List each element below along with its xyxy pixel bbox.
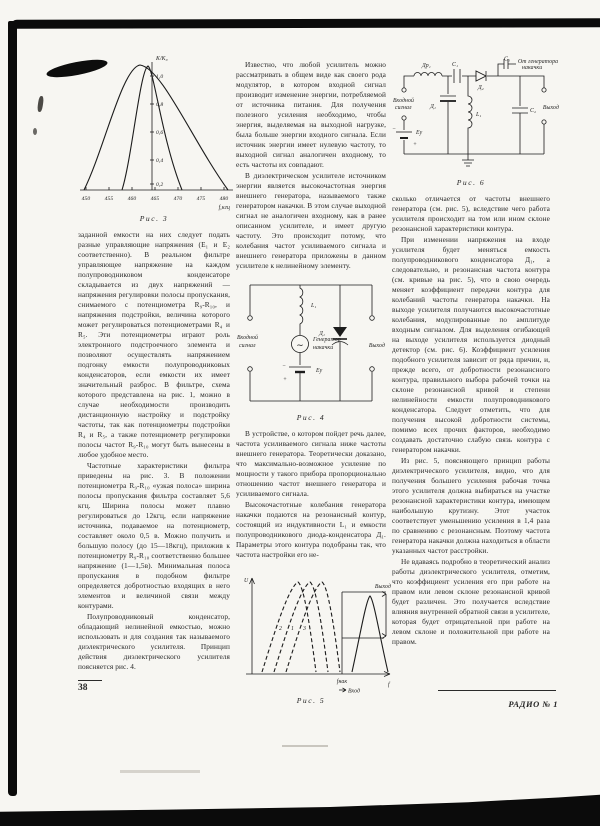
fig4-output-label: Выход	[368, 343, 385, 349]
fig3-ylabel: K/K₀	[156, 56, 168, 62]
fig4-plus: +	[283, 377, 288, 383]
scan-speck	[33, 128, 37, 135]
fig5-xlabel: f	[388, 682, 390, 688]
paragraph: Известно, что любой усилитель можно рассматривать в общем виде как своего рода модулятор, в котором входной сигнал производит изменение энергии, потребляемой от источника питания. Для получения полезного усиления необходимо, чтобы энергия, выделяемая на выходной нагрузке, была больше энергии входного сигнала. Если источник энергии имеет нулевую частоту, то выходной сигнал аналогичен входному, то есть частоты их совпадают.	[236, 60, 386, 169]
fig3-xlabel: f,кгц	[218, 205, 230, 211]
fig3-xtick: 460	[127, 196, 137, 202]
fig6-detector-diode	[476, 71, 486, 81]
fig3-axes	[80, 62, 233, 190]
fig6-plus: +	[413, 142, 418, 148]
fig5-chart	[236, 566, 396, 694]
paragraph: Полупроводниковый конденсатор, обладающий нелинейной емкостью, можно использовать и для создания так называемого диэлектрического усилителя. Принцип действия диэлектрического усилителя поясняется рис. 4.	[78, 612, 230, 671]
fig6-c1-capacitor	[454, 69, 460, 83]
fig6-choke	[414, 73, 442, 77]
fig4-caption: Рис. 4	[296, 413, 326, 422]
fig6-varicap	[440, 76, 456, 154]
fig6-battery-label: Еу	[416, 130, 423, 136]
paragraph: В устройстве, о котором пойдет речь далее, частота усиливаемого сигнала ниже частоты внешнего генератора. Теоретически доказано, что максимально-возможное усиление по мощности у такого прибора пропорционально отношению частот внешнего генератора и усиливаемого сигнала.	[236, 429, 386, 498]
fig5-input-arrow	[339, 688, 346, 692]
fig5-curve-label-3: 3	[303, 626, 306, 632]
fig5-curve-label-2: 2	[279, 626, 282, 632]
figure-3-frequency-response-chart	[78, 50, 230, 224]
fig3-ytick: 0,6	[156, 130, 164, 136]
fig6-caption: Рис. 6	[456, 178, 486, 187]
scan-border-left	[8, 21, 17, 796]
fig6-dr1-label: Др₁	[422, 63, 431, 69]
fig4-battery	[289, 353, 311, 402]
fig5-fnak-label: fнак	[336, 679, 348, 685]
fig6-minus: −	[392, 126, 397, 132]
fig6-wires	[404, 76, 544, 154]
fig4-d1-label: Д₁	[319, 331, 325, 337]
fig3-xtick: 480	[219, 196, 229, 202]
fig6-output-label: Выход	[542, 105, 559, 111]
fig3-caption: Рис. 3	[139, 214, 169, 223]
fig4-gen-label: накачки	[313, 345, 334, 351]
fig3-ytick: 0,4	[156, 158, 164, 164]
paragraph: В диэлектрическом усилителе источником энергии является высокочастотная энергия внешнего генератора, называемого также генератором накачки. В этом случае выходной сигнал не аналогичен входному, как в ранее описанном усилителе, и имеет другую частоту. Это происходит потому, что колебания частот усиливаемого сигнала и внешнего генератора приложены в данном усилителе к нелинейному элементу.	[236, 171, 386, 270]
page-number-text: 38	[78, 683, 88, 693]
fig6-input-terminals	[402, 88, 406, 120]
fig6-pump-label: От генератора	[518, 59, 559, 65]
fig3-xtick: 465	[150, 196, 160, 202]
scan-border-top	[10, 18, 600, 29]
page-number	[78, 680, 102, 693]
fig6-c2-label: C₂	[530, 108, 537, 114]
column-left	[78, 50, 230, 673]
page-number-rule	[78, 680, 102, 681]
scan-smudge	[120, 770, 200, 773]
paragraph: При изменении напряжения на входе усилителя будет меняться емкость полупроводникового конденсатора Д₁, а следовательно, и резонансная частота контура (см. кривые на рис. 5), что в свою очередь меняет коэффициент передачи контура для колебаний частоты генератора накачки. На выходе усилителя получаются высокочастотные колебания, модулированные по амплитуде входным сигналом. Для выделения огибающей на выходе усилителя используется диодный детектор (см. рис. 6). Коэффициент усиления подобного усилителя зависит от ряда причин, и, прежде всего, от добротности резонансного контура, правильного выбора рабочей точки на склоне резонансной кривой и степени нелинейности емкости полупроводникового конденсатора. Следует отметить, что для получения высокой добротности системы, помимо всех прочих факторов, необходимо создавать достаточно слабую связь контура с генератором накачки.	[392, 235, 550, 454]
fig5-input-label: Вход	[348, 688, 361, 694]
fig6-battery	[396, 132, 412, 138]
fig3-chart	[78, 50, 236, 212]
paragraph: Из рис. 5, поясняющего принцип работы диэлектрического усилителя, видно, что для получения большего усиления рабочая точка этого усилителя должна выбираться на участке резонансной характеристики контура, имеющем наибольшую крутизну. Этот участок соответствует уменьшению усиления в 1,4 раза по сравнению с резонансным. Поэтому частота генератора накачки должна находиться в области указанных частот расстройки.	[392, 456, 550, 555]
fig4-inductor	[300, 285, 303, 327]
fig6-ground	[462, 154, 474, 166]
fig5-output-label: Выход	[374, 584, 391, 590]
journal-footer-rule	[438, 690, 556, 691]
journal-footer	[438, 690, 558, 712]
fig6-c3-label: C₃	[504, 56, 511, 63]
scan-smudge	[282, 745, 328, 747]
fig6-c2-capacitor	[512, 76, 528, 154]
fig3-ytick: 1,0	[156, 74, 164, 80]
fig4-battery-label: Еу	[316, 368, 323, 374]
fig3-xtick: 450	[81, 196, 91, 202]
fig6-l1-label: L₁	[476, 112, 482, 118]
fig5-dashed-curves	[262, 582, 340, 672]
fig3-xtick: 455	[104, 196, 114, 202]
paragraph: Высокочастотные колебания генератора накачки подаются на резонансный контур, состоящий из индуктивности L₁ и емкости полупроводникового диода-конденсатора Д₁. Параметры этого контура подобраны так, что частота настройки его не-	[236, 500, 386, 559]
fig3-ytick: 0,2	[156, 182, 164, 188]
paragraph: Не вдаваясь подробно в теоретический анализ работы диэлектрического усилителя, отметим, что коэффициент усиления его при работе на правом или левом склоне резонансной кривой будет различен. Это получается вследствие влияния внутренней обратной связи в усилителе, которая будет отрицательной при работе на левом склоне и положительной при работе на правом.	[392, 557, 550, 646]
fig6-d1-label: Д₁	[430, 104, 436, 110]
fig6-l1-inductor	[468, 76, 472, 154]
fig3-ytick: 0,8	[156, 102, 164, 108]
fig3-xtick: 475	[196, 196, 206, 202]
fig5-curve-label-1: 1	[291, 626, 294, 632]
journal-footer-text: РАДИО № 1	[508, 699, 558, 710]
fig4-ac-symbol: ∼	[296, 340, 304, 350]
fig4-schematic	[236, 275, 386, 411]
paragraph: сколько отличается от частоты внешнего генератора (см. рис. 5), вследствие чего работа усилителя происходит на том или ином склоне резонансной характеристики контура.	[392, 194, 550, 233]
column-middle	[236, 60, 391, 712]
fig4-varicap	[332, 285, 348, 401]
fig4-input-label: Входной	[237, 335, 259, 341]
fig5-ylabel: U	[244, 578, 249, 584]
fig4-input-label: сигнал	[239, 343, 256, 349]
figure-6-dielectric-amplifier-circuit	[392, 56, 559, 188]
fig6-d2-label: Д₂	[478, 85, 484, 91]
fig5-caption: Рис. 5	[296, 696, 326, 705]
figure-5-resonance-curves-chart	[236, 566, 391, 706]
fig5-axes	[246, 578, 390, 677]
paragraph: заданной емкости на них следует подать разные управляющие напряжения (Е₁ и Е₂ соответственно). В реальном фильтре управляющее напряжение на каждом полупроводниковом конденсаторе складывается из двух напряжений — напряжения регулировки полосы пропускания, снимаемого с потенциометра R₉-R₁₀, и напряжения подстройки, величина которого может регулироваться потенциометрами R₄ и R₅. Эти потенциометры играют роль электронного подстроечного элемента и позволяют осуществлять напряжением подгонку емкости полупроводниковых конденсаторов, если емкости их имеет значительный разброс. В фильтре, схема которого представлена на рис. 1, можно в случае необходимости производить дистанционную настройку и подстройку частоты, так как потенциометры подстройки R₄ и R₅, а также потенциометр регулировки полосы частот R₉-R₁₀ могут быть вынесены в любое удобное место.	[78, 230, 230, 459]
fig4-gen-label: Генератор	[313, 337, 341, 343]
column-right	[392, 56, 559, 648]
fig6-c1-label: C₁	[452, 62, 459, 68]
scan-speck	[37, 96, 44, 113]
fig6-input-label: Входной	[393, 98, 415, 104]
fig6-schematic	[392, 56, 560, 176]
fig4-minus: −	[282, 363, 287, 369]
figure-4-amplifier-circuit	[236, 275, 386, 423]
fig6-input-label: сигнал	[395, 105, 412, 111]
fig6-pump-label: накачки	[522, 65, 543, 71]
fig3-curves	[84, 65, 228, 190]
paragraph: Частотные характеристики фильтра приведены на рис. 3. В положении потенциометра R₉-R₁₀ «узкая полоса» ширина полосы пропускания фильтра составляет 5,6 кгц. Ширина полосы может плавно регулироваться до 12кгц, если напряжение источника, подаваемое на потенциометр, составляет около 0,5 в. Можно получить и большую полосу (до 15—18кгц), приложив к потенциометру R₉-R₁₀ соответственно большее напряжение (1—1,5в). Минимальная полоса пропускания в подобном фильтре определяется добротностью входящих в него элементов и величиной связи между контурами.	[78, 461, 230, 610]
fig4-l1-label: L₁	[311, 303, 317, 309]
fig5-output-construction	[342, 592, 388, 675]
scan-border-bottom	[0, 792, 600, 826]
fig3-xtick: 470	[173, 196, 183, 202]
